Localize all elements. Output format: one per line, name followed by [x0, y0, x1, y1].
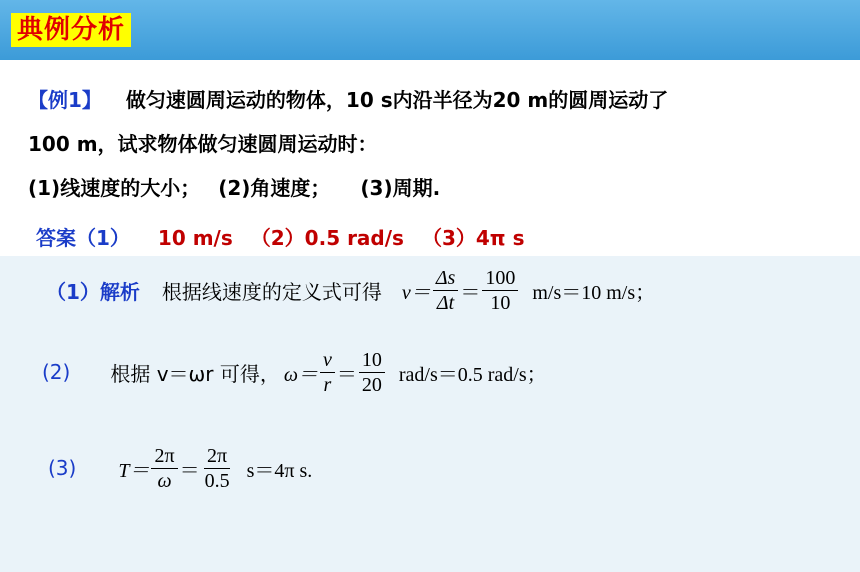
question-line-1 — [28, 84, 668, 113]
answer-label: 答案（1） — [36, 226, 130, 250]
fraction-v-r — [320, 348, 335, 397]
fraction-10-20 — [359, 348, 385, 397]
sub-question-3: (3)周期. — [360, 176, 441, 200]
formula-lhs-2: ω＝ — [283, 363, 318, 386]
fraction-numerator: Δs — [433, 266, 459, 291]
solution-step-3 — [48, 438, 312, 498]
fraction-ds-dt — [433, 266, 459, 315]
answer-part-2: （2）0.5 rad/s — [250, 226, 404, 250]
fraction-numerator: 10 — [359, 348, 385, 373]
fraction-numerator: v — [320, 348, 335, 373]
solution-label-2: (2) — [42, 360, 71, 384]
equals-sign: ＝ — [460, 281, 481, 304]
solution-text-1: 根据线速度的定义式可得 — [161, 279, 382, 304]
answer-part-1: 10 m/s — [157, 226, 233, 250]
solution-text-2: 根据 v＝ωr 可得， — [110, 361, 280, 386]
fraction-denominator: Δt — [436, 291, 455, 314]
fraction-denominator: ω — [157, 469, 172, 492]
example-tag: 【例1】 — [28, 88, 102, 112]
solution-step-1 — [46, 262, 655, 318]
answer-part-3: （3）4π s — [421, 226, 525, 250]
question-line-3 — [28, 172, 440, 201]
fraction-denominator: 0.5 — [204, 469, 230, 492]
formula-lhs-1: v＝ — [401, 281, 431, 304]
fraction-denominator: r — [323, 373, 332, 396]
fraction-denominator: 10 — [490, 291, 511, 314]
solution-label-1: （1）解析 — [46, 279, 140, 304]
fraction-2pi-05 — [202, 444, 233, 493]
section-title: 典例分析 — [11, 13, 131, 47]
fraction-numerator: 2π — [151, 444, 177, 469]
equals-sign: ＝ — [179, 459, 200, 482]
solution-label-3: (3) — [48, 456, 77, 480]
formula-result-3: s＝4π s. — [246, 459, 313, 482]
fraction-2pi-omega — [151, 444, 177, 493]
question-line-2: 100 m，试求物体做匀速圆周运动时： — [28, 132, 378, 156]
fraction-denominator: 20 — [361, 373, 382, 396]
solution-step-2 — [42, 342, 547, 402]
equals-sign: ＝ — [336, 363, 357, 386]
formula-result-1: m/s＝10 m/s； — [532, 281, 656, 304]
formula-lhs-3: T＝ — [118, 459, 150, 482]
sub-question-2: (2)角速度； — [218, 176, 331, 200]
answer-line — [36, 222, 525, 251]
question-text-1: 做匀速圆周运动的物体，10 s内沿半径为20 m的圆周运动了 — [125, 88, 669, 112]
fraction-100-10 — [482, 266, 518, 315]
fraction-numerator: 2π — [204, 444, 230, 469]
formula-result-2: rad/s＝0.5 rad/s； — [398, 363, 547, 386]
fraction-numerator: 100 — [482, 266, 518, 291]
sub-question-1: (1)线速度的大小； — [28, 176, 201, 200]
